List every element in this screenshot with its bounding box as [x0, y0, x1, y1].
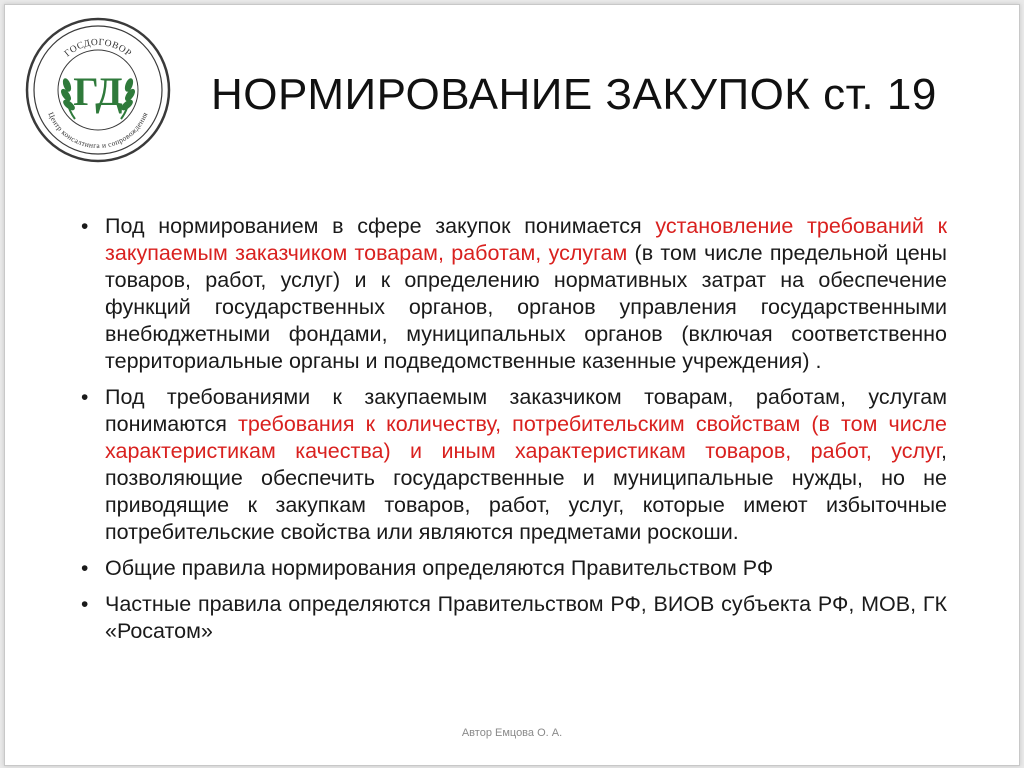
logo-top-text: ГОСДОГОВОР	[62, 37, 134, 60]
bullet-item	[81, 384, 947, 546]
highlight-text: установление требований к закупаемым заказчиком товарам, работам, услугам	[105, 214, 947, 265]
bullet-text: Под нормированием в сфере закупок понимается	[105, 214, 656, 238]
bullet-item	[81, 555, 947, 582]
logo-letters: ГД	[73, 69, 123, 114]
bullet-list	[81, 213, 947, 654]
bullet-item	[81, 213, 947, 375]
logo-ring-text: Центр консалтинга и сопровождения	[46, 110, 150, 151]
page-title: НОРМИРОВАНИЕ ЗАКУПОК ст. 19	[211, 70, 937, 119]
highlight-text: требования к количеству, потребительским свойствам (в том числе характеристикам качества) и иным характеристикам товаров, работ, услуг	[105, 412, 947, 463]
bullet-text: , позволяющие обеспечить государственные и муниципальные нужды, но не приводящие к закупкам товаров, работ, услуг, которые имеют избыточные потребительские свойства или являются предметами роскоши.	[105, 439, 947, 544]
bullet-item	[81, 591, 947, 645]
gosdogovor-logo	[23, 15, 173, 165]
bullet-text: Частные правила определяются Правительством РФ, ВИОВ субъекта РФ, МОВ, ГК «Росатом»	[105, 592, 947, 643]
author-footer: Автор Емцова О. А.	[461, 727, 563, 739]
bullet-text: Под требованиями к закупаемым заказчиком товарам, работам, услугам понимаются	[105, 385, 947, 436]
logo-emblem-icon	[23, 15, 173, 165]
bullet-text: (в том числе предельной цены товаров, работ, услуг) и к определению нормативных затрат на обеспечение функций государственных органов, органов управления государственными внебюджетными фондами, муниципальных органов (включая соответственно территориальные органы и подведомственные казенные учреждения) .	[105, 241, 947, 373]
bullet-text: Общие правила нормирования определяются Правительством РФ	[105, 556, 774, 580]
slide	[4, 4, 1020, 766]
